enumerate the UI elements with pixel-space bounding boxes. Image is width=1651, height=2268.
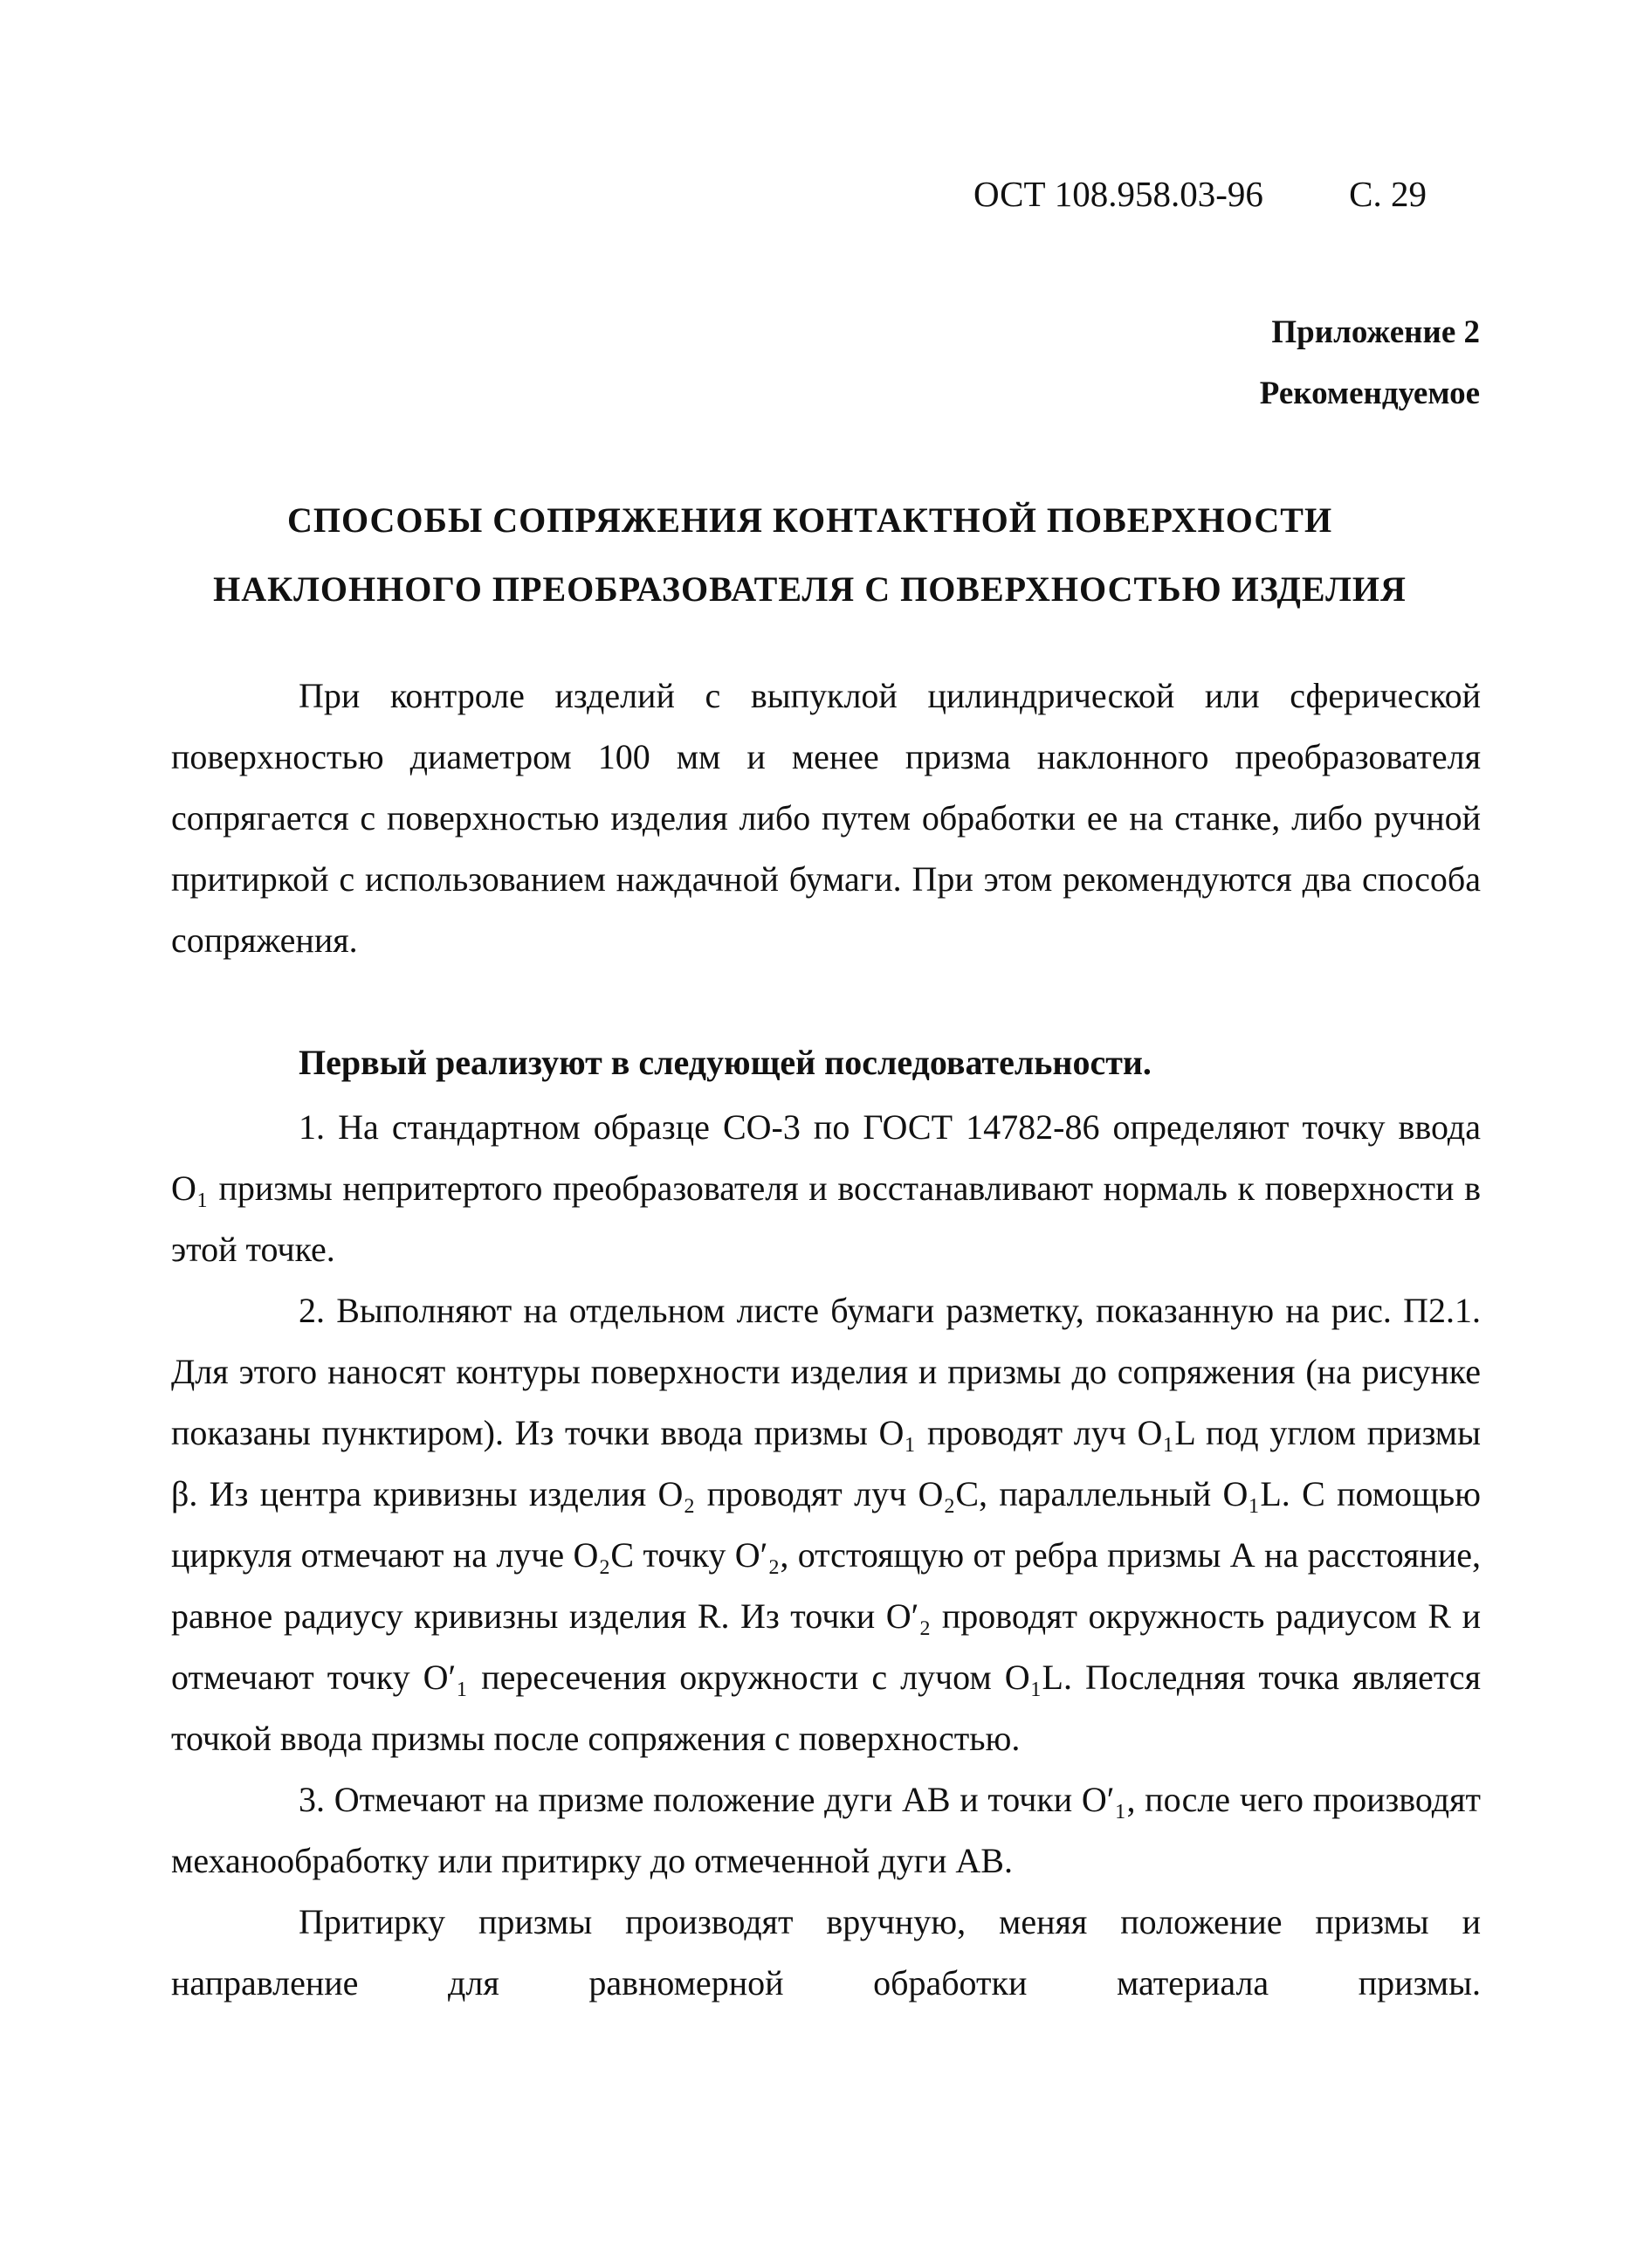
document-code: ОСТ 108.958.03-96	[973, 174, 1263, 214]
step-3-paragraph: 3. Отмечают на призме положение дуги АВ и точки O′₁, после чего производят механообработку или притирку до отмеченной дуги АВ.	[171, 1780, 1481, 1880]
page-number: С. 29	[1349, 174, 1427, 214]
section-title-line-1: СПОСОБЫ СОПРЯЖЕНИЯ КОНТАКТНОЙ ПОВЕРХНОСТИ	[286, 500, 1333, 540]
first-method-heading: Первый реализуют в следующей последовательности.	[299, 1043, 1152, 1082]
section-title	[140, 486, 1480, 624]
intro-paragraph: При контроле изделий с выпуклой цилиндрической или сферической поверхностью диаметром 100 мм и менее призма наклонного преобразователя сопрягается с поверхностью изделия либо путем обработки ее на станке, либо ручной притиркой с использованием наждачной бумаги. При этом рекомендуются два способа сопряжения.	[171, 676, 1481, 960]
step-1-paragraph: 1. На стандартном образце СО-3 по ГОСТ 14782-86 определяют точку ввода O₁ призмы непритертого преобразователя и восстанавливают нормаль к поверхности в этой точке.	[171, 1107, 1481, 1269]
appendix-label: Приложение 2	[1271, 314, 1480, 350]
appendix-block	[1260, 302, 1480, 424]
final-paragraph: Притирку призмы производят вручную, меняя положение призмы и направление для равномерной обработки материала призмы.	[171, 1902, 1481, 2003]
section-title-line-2: НАКЛОННОГО ПРЕОБРАЗОВАТЕЛЯ С ПОВЕРХНОСТЬЮ ИЗДЕЛИЯ	[213, 569, 1407, 609]
page-header	[973, 173, 1462, 215]
body-text	[171, 665, 1481, 2014]
appendix-status: Рекомендуемое	[1259, 376, 1480, 411]
step-2-paragraph: 2. Выполняют на отдельном листе бумаги разметку, показанную на рис. П2.1. Для этого наносят контуры поверхности изделия и призмы до сопряжения (на рисунке показаны пунктиром). Из точки ввода призмы O₁ проводят луч O₁L под углом призмы β. Из центра кривизны изделия O₂ проводят луч O₂C, параллельный O₁L. С помощью циркуля отмечают на луче O₂C точку O′₂, отстоящую от ребра призмы А на расстояние, равное радиусу кривизны изделия R. Из точки O′₂ проводят окружность радиусом R и отмечают точку O′₁ пересечения окружности с лучом O₁L. Последняя точка является точкой ввода призмы после сопряжения с поверхностью.	[171, 1291, 1481, 1758]
